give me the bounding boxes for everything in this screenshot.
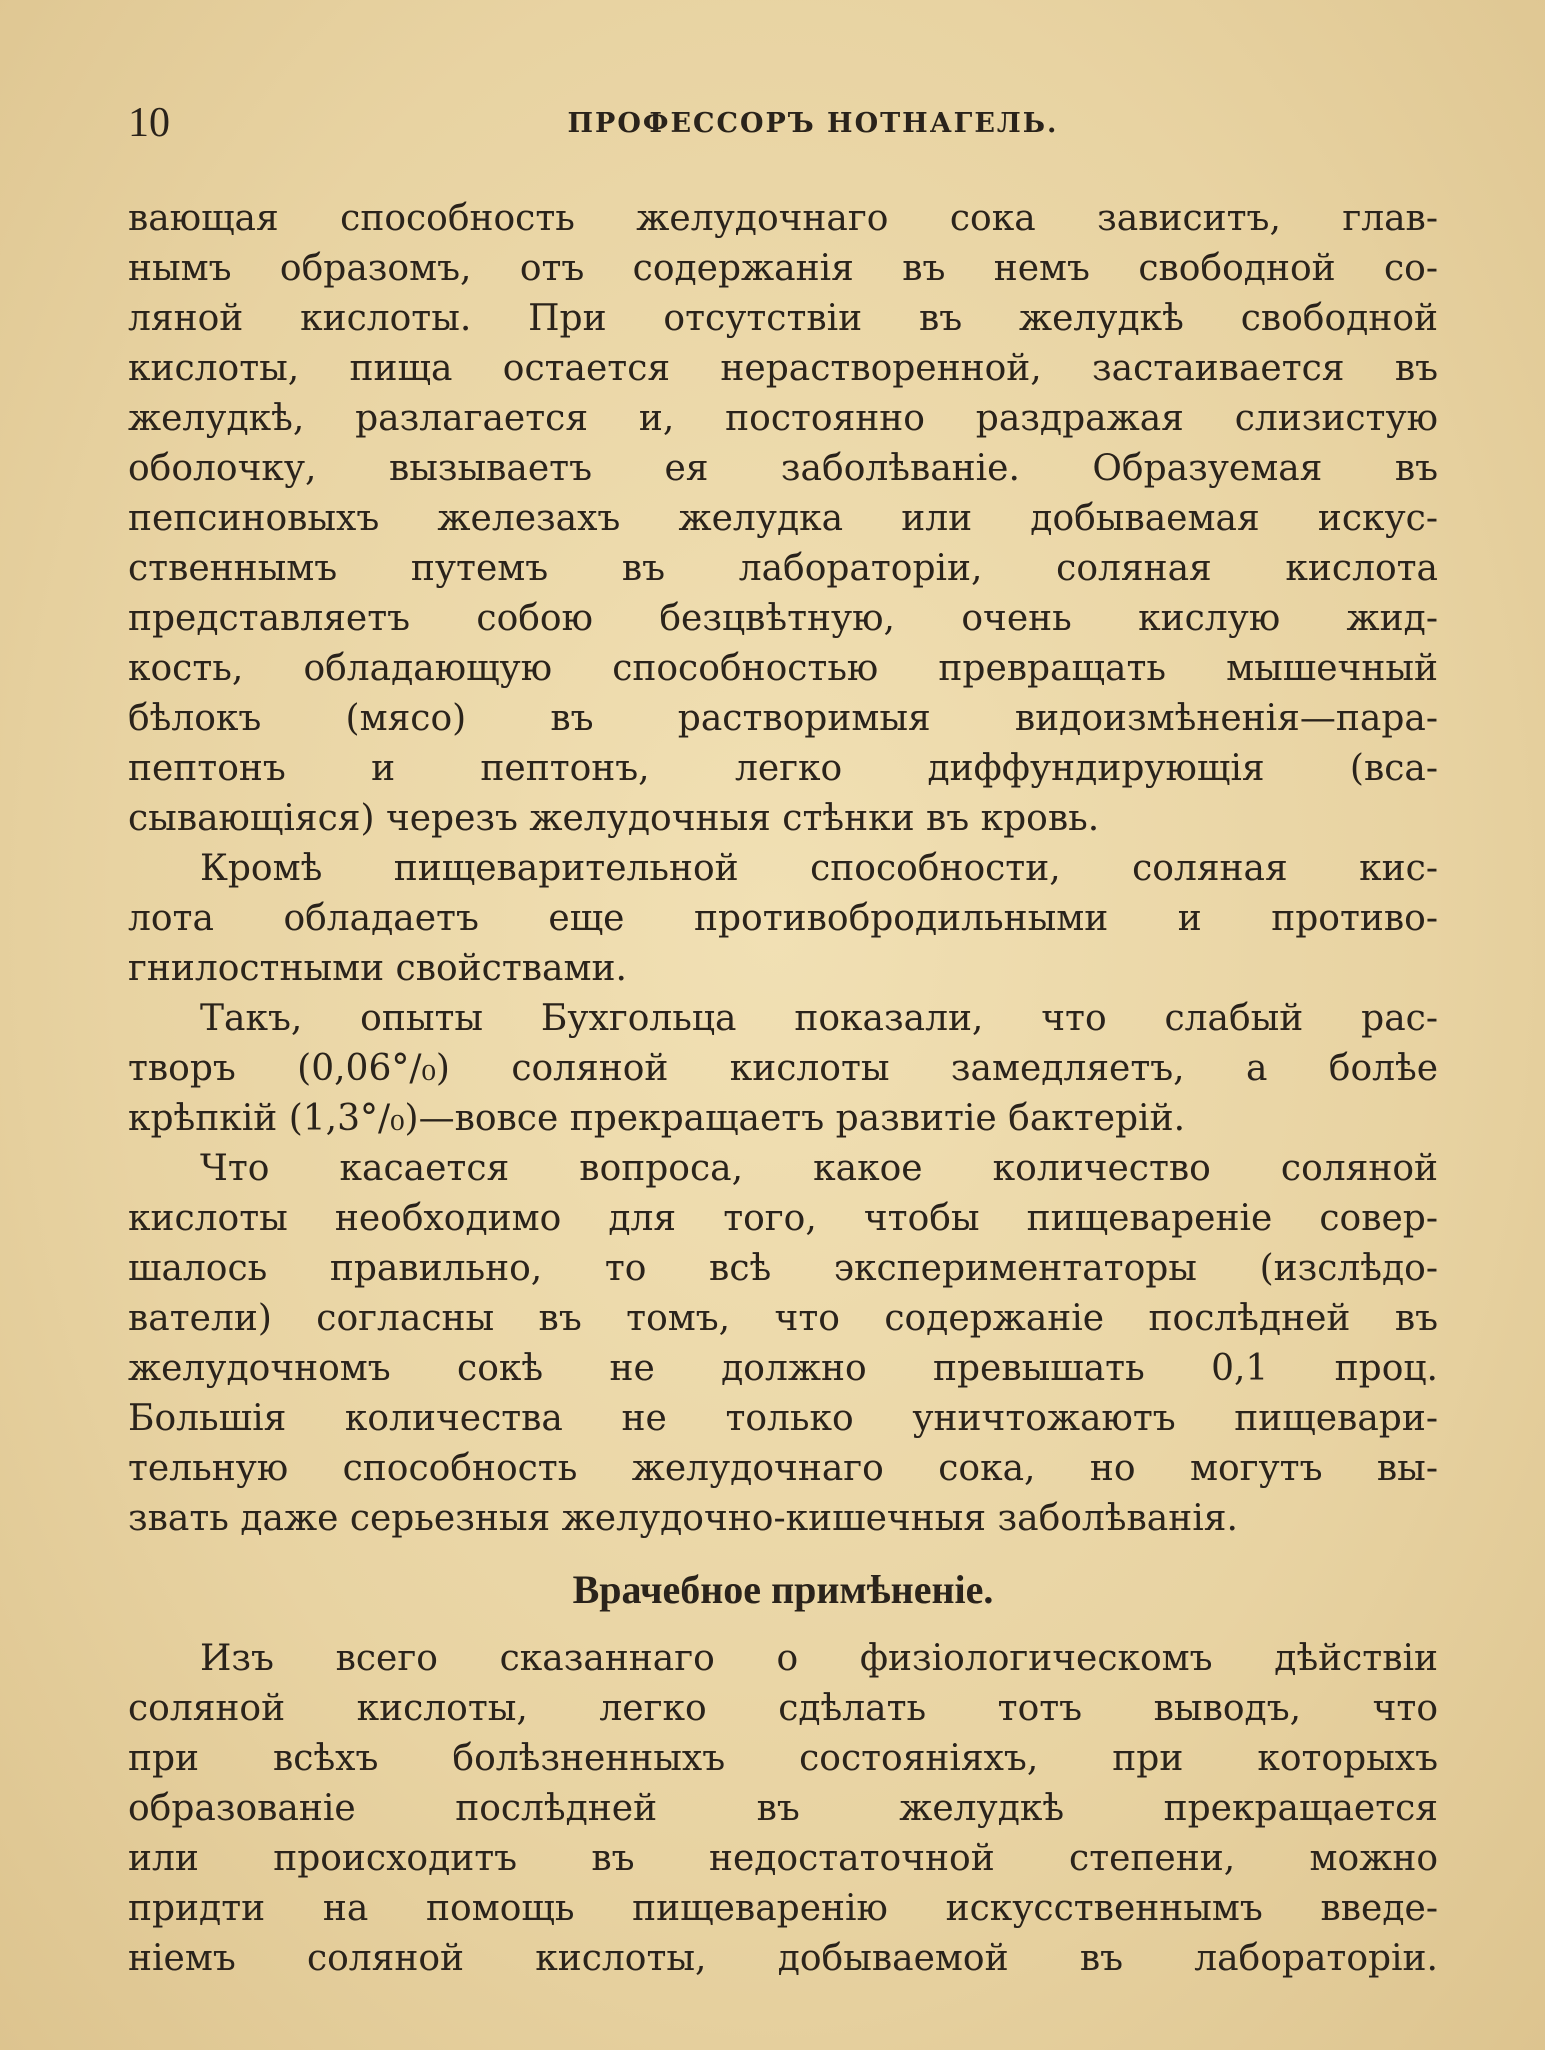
text-line: шалось правильно, то всѣ экспериментаторы (изслѣдо- xyxy=(128,1248,1438,1289)
text-line: оболочку, вызываетъ ея заболѣваніе. Образуемая въ xyxy=(128,448,1438,489)
text-line: соляной кислоты, легко сдѣлать тотъ выводъ, что xyxy=(128,1688,1438,1729)
text-line: сывающіяся) черезъ желудочныя стѣнки въ кровь. xyxy=(128,798,1100,839)
paragraph xyxy=(128,844,1438,994)
paragraph xyxy=(128,994,1438,1144)
text-line: Кромѣ пищеварительной способности, соляная кис- xyxy=(200,848,1438,889)
text-line: при всѣхъ болѣзненныхъ состояніяхъ, при которыхъ xyxy=(128,1738,1438,1779)
text-line: ственнымъ путемъ въ лабораторіи, соляная кислота xyxy=(128,548,1438,589)
text-line: тельную способность желудочнаго сока, но могутъ вы- xyxy=(128,1448,1438,1489)
text-line: пепсиновыхъ железахъ желудка или добываемая искус- xyxy=(128,498,1438,539)
text-line: крѣпкій (1,3°/₀)—вовсе прекращаетъ развитіе бактерій. xyxy=(128,1098,1186,1139)
text-line: ватели) согласны въ томъ, что содержаніе послѣдней въ xyxy=(128,1298,1438,1339)
text-line: кость, обладающую способностью превращать мышечный xyxy=(128,648,1438,689)
text-line: бѣлокъ (мясо) въ растворимыя видоизмѣненія—пара- xyxy=(128,698,1438,739)
text-line: лота обладаетъ еще противобродильными и противо- xyxy=(128,898,1438,939)
text-line: Большія количества не только уничтожаютъ пищевари- xyxy=(128,1398,1438,1439)
text-line: творъ (0,06°/₀) соляной кислоты замедляетъ, а болѣе xyxy=(128,1048,1438,1089)
page-number: 10 xyxy=(128,100,170,146)
text-line: вающая способность желудочнаго сока зависитъ, глав- xyxy=(128,198,1438,239)
text-line: Такъ, опыты Бухгольца показали, что слабый рас- xyxy=(200,998,1438,1039)
text-line: или происходитъ въ недостаточной степени, можно xyxy=(128,1838,1438,1879)
paragraph xyxy=(128,194,1438,844)
text-line: гнилостными свойствами. xyxy=(128,948,627,989)
text-line: пептонъ и пептонъ, легко диффундирующія (вса- xyxy=(128,748,1438,789)
text-line: нымъ образомъ, отъ содержанія въ немъ свободной со- xyxy=(128,248,1438,289)
text-line: Изъ всего сказаннаго о физіологическомъ дѣйствіи xyxy=(200,1638,1438,1679)
running-head xyxy=(128,98,1438,148)
text-line: желудкѣ, разлагается и, постоянно раздражая слизистую xyxy=(128,398,1438,439)
text-line: ніемъ соляной кислоты, добываемой въ лабораторіи. xyxy=(128,1938,1438,1979)
text-line: звать даже серьезныя желудочно-кишечныя заболѣванія. xyxy=(128,1498,1238,1539)
text-line: кислоты, пища остается нерастворенной, застаивается въ xyxy=(128,348,1438,389)
paragraph xyxy=(128,1634,1438,1984)
text-line: образованіе послѣдней въ желудкѣ прекращается xyxy=(128,1788,1438,1829)
body-text xyxy=(128,194,1438,1984)
text-line: Что касается вопроса, какое количество соляной xyxy=(200,1148,1438,1189)
section-heading: Врачебное примѣненіе. xyxy=(572,1567,994,1612)
text-line: представляетъ собою безцвѣтную, очень кислую жид- xyxy=(128,598,1438,639)
text-line: желудочномъ сокѣ не должно превышать 0,1 проц. xyxy=(128,1348,1438,1389)
running-title: ПРОФЕССОРЪ НОТНАГЕЛЬ. xyxy=(567,108,1059,139)
text-line: ляной кислоты. При отсутствіи въ желудкѣ свободной xyxy=(128,298,1438,339)
text-line: придти на помощь пищеваренію искусственнымъ введе- xyxy=(128,1888,1438,1929)
paragraph xyxy=(128,1144,1438,1544)
text-line: кислоты необходимо для того, чтобы пищевареніе совер- xyxy=(128,1198,1438,1239)
